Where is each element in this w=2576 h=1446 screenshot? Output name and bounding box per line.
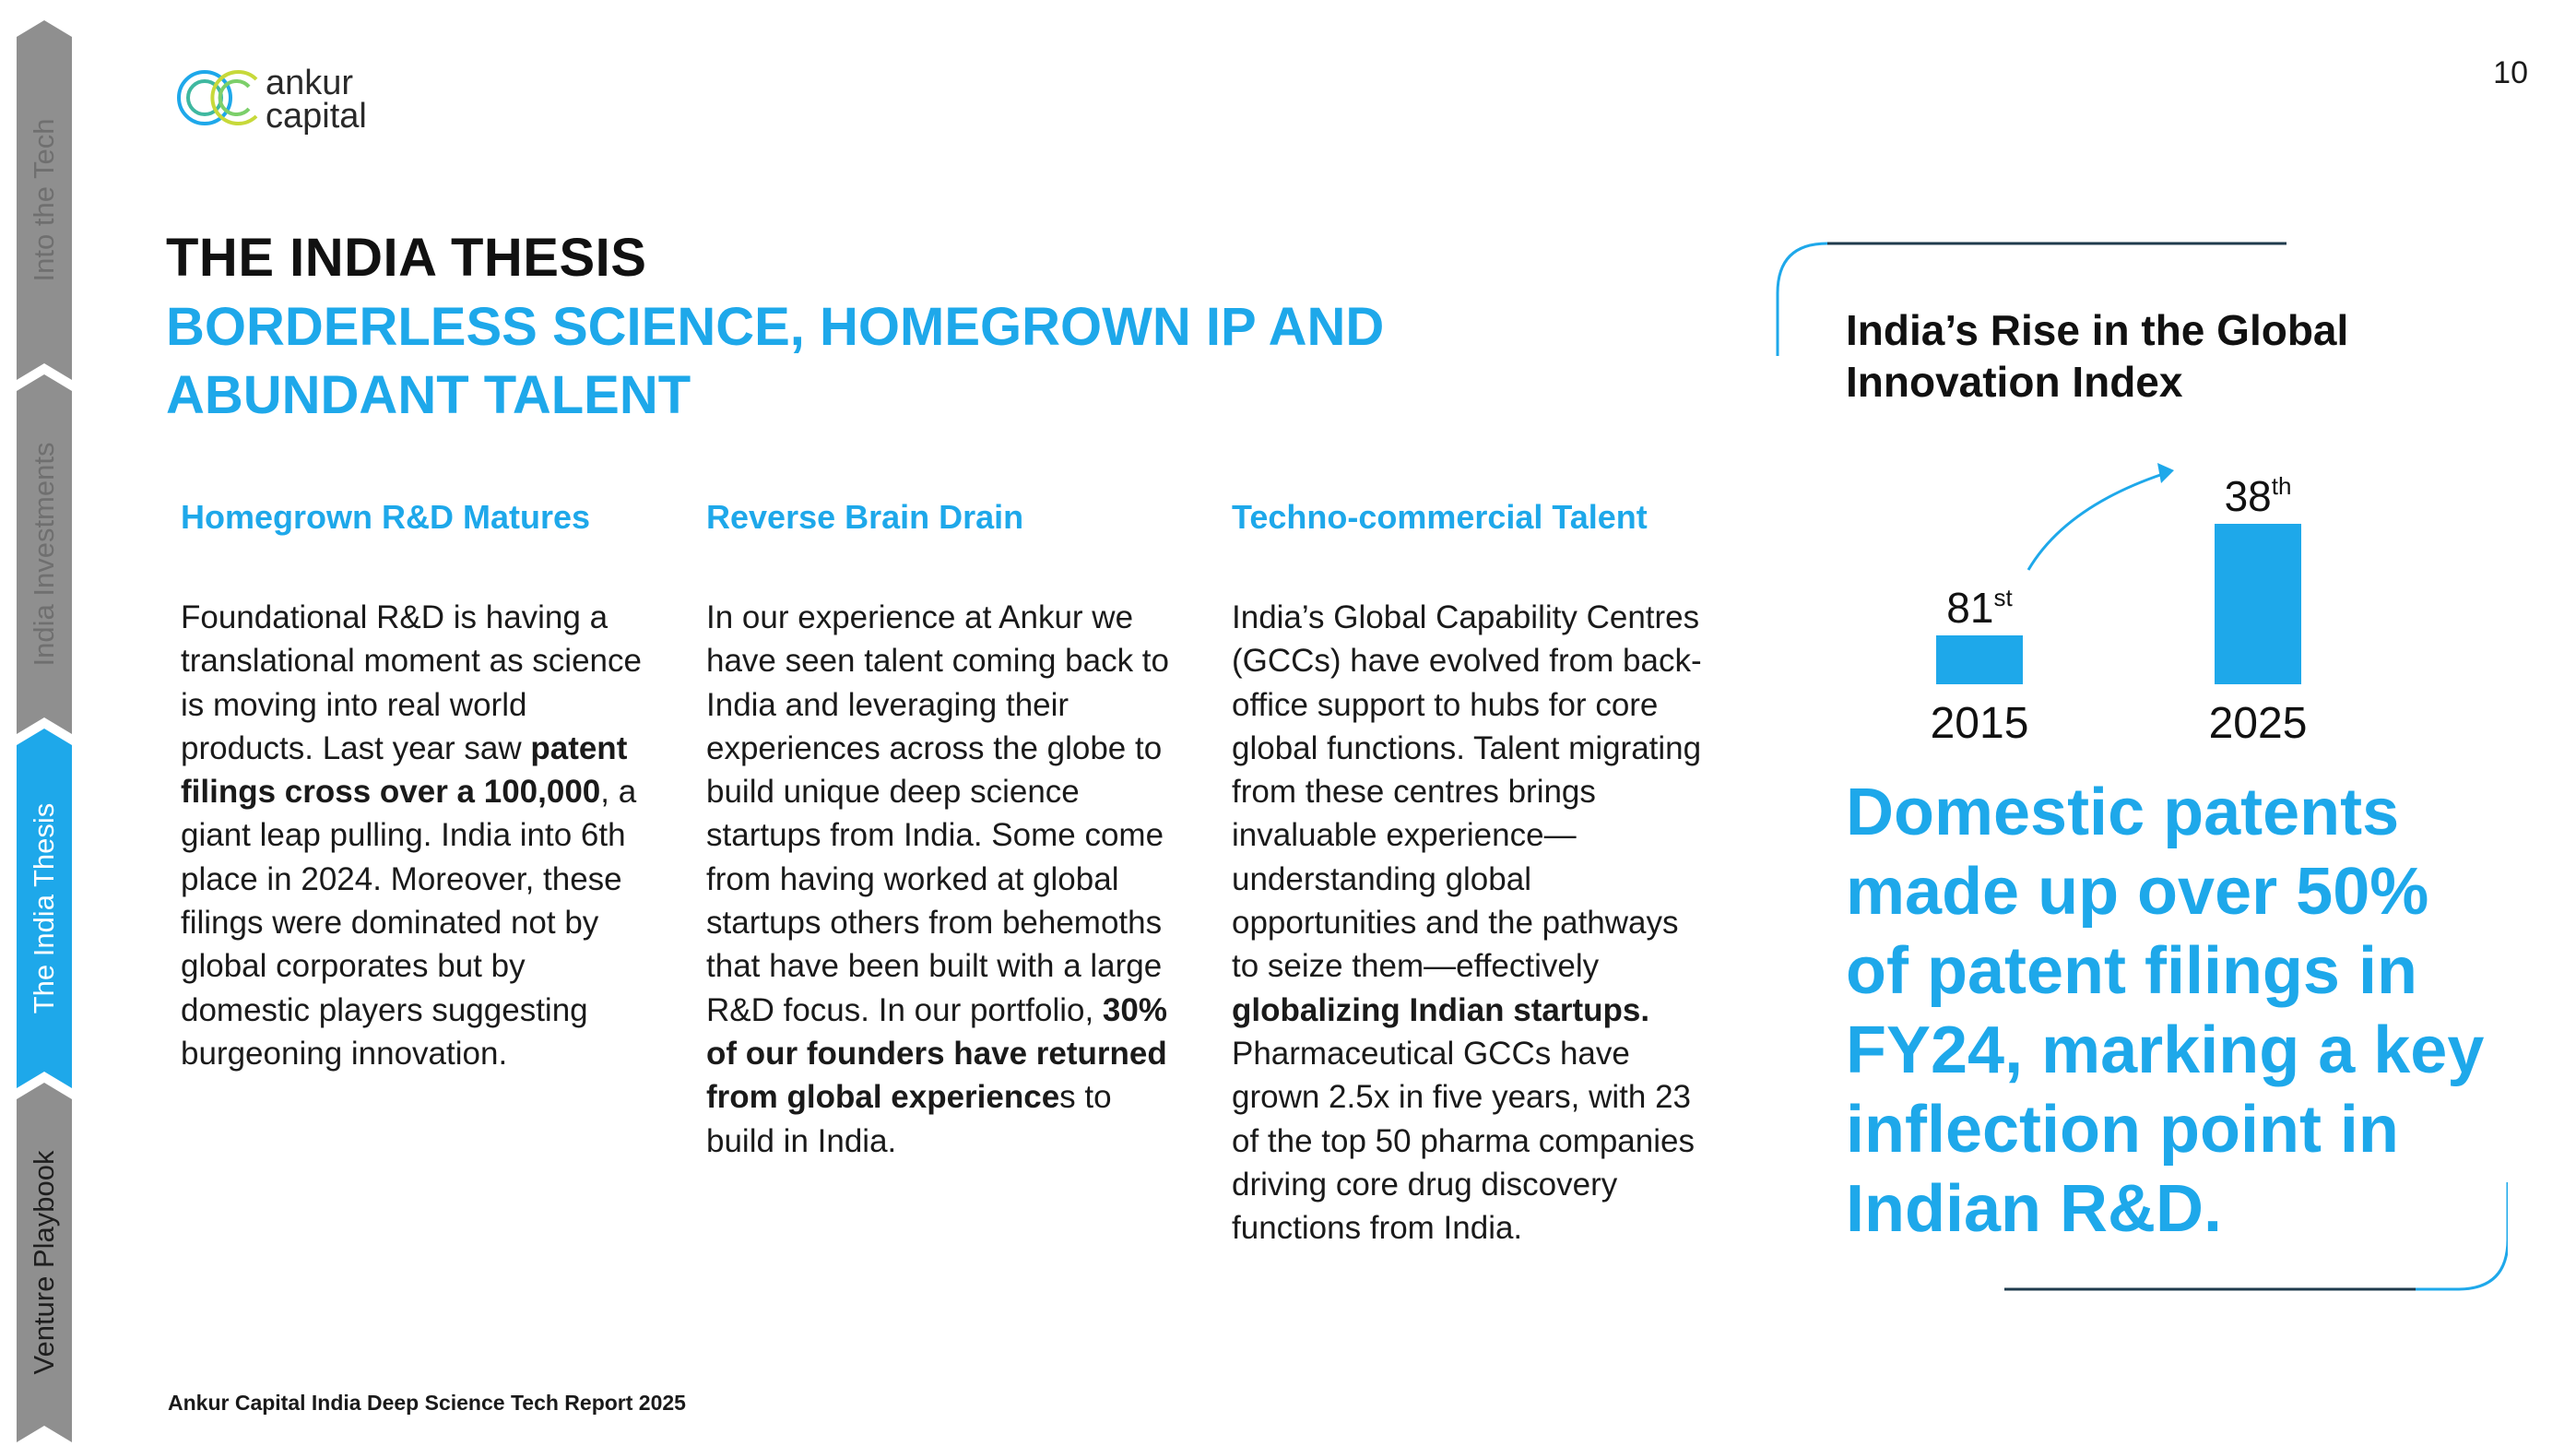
body-emphasis: patent filings cross over a 100,000	[181, 729, 628, 811]
side-tab-label: The India Thesis	[28, 802, 60, 1014]
side-tab-into-the-tech[interactable]	[17, 20, 72, 380]
rank-suffix: st	[1993, 584, 2013, 611]
logo-rings-icon	[177, 65, 262, 135]
body-segment: Foundational R&D is having a translational moment as science is moving into real world products. Last year saw	[181, 599, 642, 766]
column-title: Homegrown R&D Matures	[181, 498, 591, 536]
side-tab-venture-playbook[interactable]	[17, 1083, 72, 1442]
body-segment: In our experience at Ankur we have seen talent coming back to India and leveraging their experiences across the globe to build unique deep science startups from India. Some come from having worked at global startups others from behemoths that have been built with a large R&D focus. In our portfolio,	[706, 599, 1169, 1028]
chart-title: India’s Rise in the Global Innovation Index	[1846, 306, 2349, 406]
column-homegrown-rd	[181, 498, 660, 1075]
column-title: Reverse Brain Drain	[706, 498, 1024, 536]
column-body	[706, 596, 1186, 1163]
page-number: 10	[2493, 55, 2528, 90]
body-segment: Pharmaceutical GCCs have grown 2.5x in five years, with 23 of the top 50 pharma companies driving core drug discovery functions from India.	[1232, 1035, 1695, 1247]
logo-line-1: ankur	[266, 64, 354, 102]
logo-wordmark	[266, 64, 367, 136]
rank-suffix: th	[2271, 472, 2292, 500]
column-body	[1232, 596, 1711, 1250]
rank-label: 38th	[2224, 472, 2292, 520]
page-title: THE INDIA THESIS	[166, 228, 647, 288]
arrow-head-icon	[2157, 463, 2174, 483]
page-subtitle: BORDERLESS SCIENCE, HOMEGROWN IP AND ABUNDANT TALENT	[166, 297, 1385, 425]
column-title: Techno-commercial Talent	[1232, 498, 1648, 536]
body-segment: India’s Global Capability Centres (GCCs) have evolved from back-office support to hubs for core global functions. Talent migrating from these centres brings invaluable experience—understanding global opportunities and the pathways to seize them—effectively	[1232, 599, 1702, 985]
side-tab-india-investments[interactable]	[17, 374, 72, 734]
bar-2025	[2215, 524, 2301, 684]
column-techno-commercial-talent	[1232, 498, 1711, 1250]
body-segment: s to build in India.	[706, 1079, 1112, 1159]
gii-rank-chart	[1899, 433, 2379, 765]
side-nav	[0, 0, 74, 1446]
body-emphasis: 30% of our founders have returned from global experience	[706, 991, 1167, 1116]
body-emphasis: globalizing Indian startups.	[1232, 991, 1650, 1028]
footer-report-title: Ankur Capital India Deep Science Tech Report 2025	[168, 1391, 686, 1415]
column-body	[181, 596, 660, 1075]
rank-label: 81st	[1946, 584, 2013, 632]
side-tab-label: Venture Playbook	[28, 1150, 60, 1375]
category-label: 2025	[2208, 699, 2308, 748]
side-tab-label: Into the Tech	[28, 118, 60, 282]
bar-2015	[1936, 635, 2023, 684]
category-label: 2015	[1930, 699, 2029, 748]
highlight-quote: Domestic patents made up over 50% of patent filings in FY24, marking a key inflection point in Indian R&D.	[1846, 776, 2485, 1246]
logo-line-2: capital	[266, 97, 367, 136]
column-reverse-brain-drain	[706, 498, 1186, 1163]
trend-arrow-line	[2028, 474, 2163, 570]
side-tab-label: India Investments	[28, 442, 60, 667]
body-segment: , a giant leap pulling. India into 6th place in 2024. Moreover, these filings were dominated not by global corporates but by domestic players suggesting burgeoning innovation.	[181, 774, 637, 1072]
side-tab-the-india-thesis[interactable]	[17, 729, 72, 1088]
ankur-capital-logo	[177, 65, 398, 135]
